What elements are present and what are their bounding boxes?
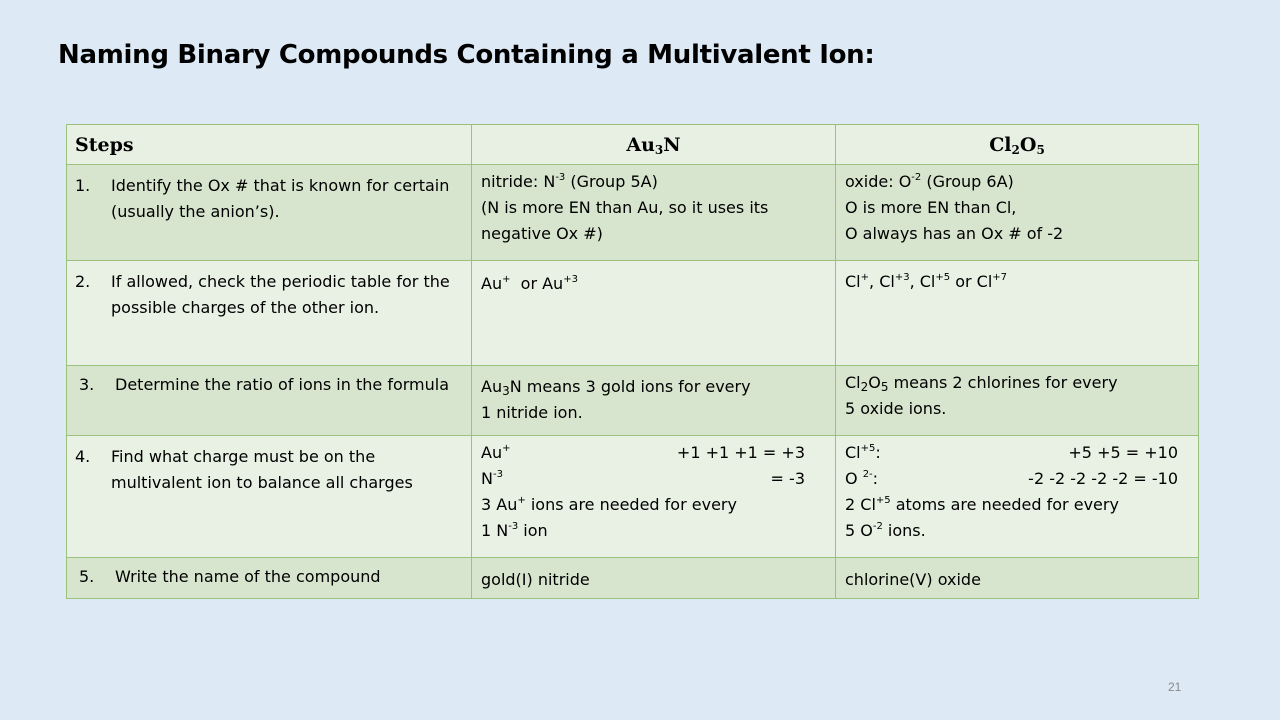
step-number: 2. [75, 272, 91, 291]
page-number: 21 [1168, 680, 1182, 694]
au3n-cell: nitride: $N^{-3}$ (Group 5A) (N is more EN than Au, so it uses its negative Ox #) [472, 165, 836, 261]
step-text: Find what charge must be on the multivalent ion to balance all charges [111, 447, 413, 492]
table-row [67, 366, 1199, 436]
step-text: If allowed, check the periodic table for the possible charges of the other ion. [111, 272, 450, 317]
step-cell [67, 436, 472, 558]
table-row [67, 165, 1199, 261]
step-number: 1. [75, 176, 91, 195]
step-text: Identify the Ox # that is known for certain (usually the anion’s). [111, 176, 450, 221]
step-cell [67, 261, 472, 366]
step-cell [67, 165, 472, 261]
cl2o5-cell: Cl+, $Cl^{+3}$, $Cl^{+5}$ or $Cl^{+7}$ [836, 261, 1199, 366]
table-row [67, 261, 1199, 366]
header-steps: Steps [67, 125, 472, 165]
slide-title: Naming Binary Compounds Containing a Multivalent Ion: [58, 40, 875, 70]
step-text: Write the name of the compound [115, 567, 381, 586]
cl2o5-cell: chlorine(V) oxide [836, 558, 1199, 599]
steps-table [66, 124, 1199, 599]
au3n-cell: gold(I) nitride [472, 558, 836, 599]
step-number: 5. [79, 567, 95, 586]
header-au3n: $Au_3N$ [472, 125, 836, 165]
step-text: Determine the ratio of ions in the formula [115, 375, 450, 394]
au3n-cell: Au+ +1 +1 +1 = +3 $N^{-3}$ = -3 3 Au+ ions are needed for every 1 $N^{-3}$ ion [472, 436, 836, 558]
step-number: 3. [79, 375, 95, 394]
table-row [67, 436, 1199, 558]
header-row [67, 125, 1199, 165]
cl2o5-cell: $Cl_2O_5$ means 2 chlorines for every 5 oxide ions. [836, 366, 1199, 436]
step-cell [67, 366, 472, 436]
table-row [67, 558, 1199, 599]
cl2o5-cell: $Cl^{+5}$: +5 +5 = +10 O $^{2-}$: -2 -2 -2 -2 -2 = -10 2 $Cl^{+5}$ atoms are needed for every 5 $O^{-2}$ ions. [836, 436, 1199, 558]
header-cl2o5: $Cl_2O_5$ [836, 125, 1199, 165]
step-number: 4. [75, 447, 91, 466]
step-cell [67, 558, 472, 599]
au3n-cell: Au+ or $Au^{+3}$ [472, 261, 836, 366]
au3n-cell: $Au_3N$ means 3 gold ions for every 1 nitride ion. [472, 366, 836, 436]
cl2o5-cell: oxide: $O^{-2}$ (Group 6A) O is more EN than Cl, O always has an Ox # of -2 [836, 165, 1199, 261]
